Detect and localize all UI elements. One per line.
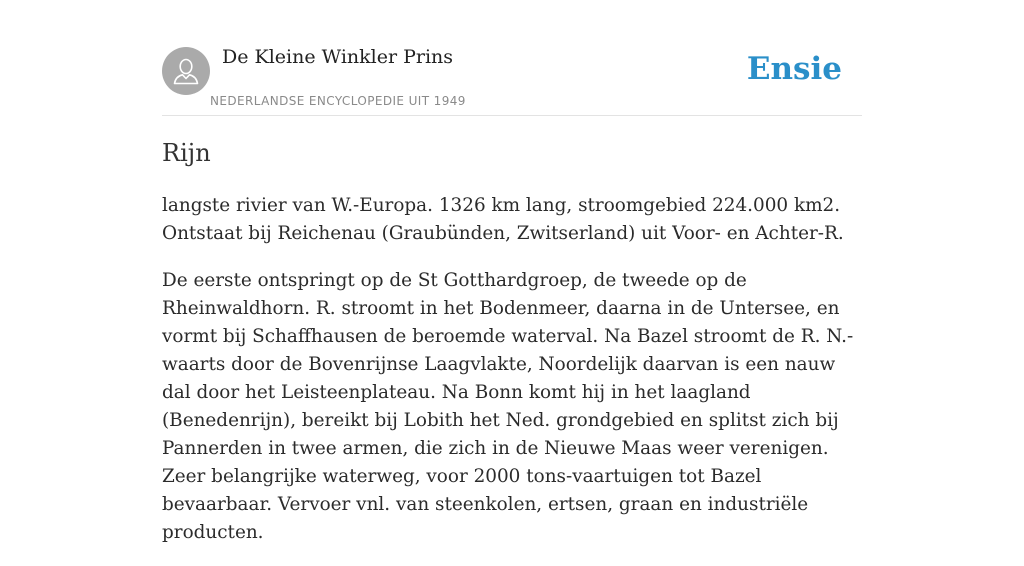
source-subtitle: NEDERLANDSE ENCYCLOPEDIE UIT 1949 (210, 94, 466, 108)
avatar[interactable] (162, 47, 210, 95)
source-title[interactable]: De Kleine Winkler Prins (222, 46, 454, 68)
entry-paragraph: langste rivier van W.-Europa. 1326 km lang, stroomgebied 224.000 km2. Ontstaat bij Reichenau (Graubünden, Zwitserland) uit Voor- en Achter-R. (162, 195, 844, 244)
ensie-logo[interactable]: Ensie (746, 51, 842, 87)
page (162, 0, 862, 543)
entry-title: Rijn (162, 139, 211, 167)
source-header (162, 0, 862, 116)
entry-body (162, 192, 862, 566)
entry-paragraph: De eerste ontspringt op de St Gotthardgroep, de tweede op de Rheinwaldhorn. R. stroomt in het Bodenmeer, daarna in de Untersee, en vormt bij Schaffhausen de beroemde waterval. Na Bazel stroomt de R. N.-waarts door de Bovenrijnse Laagvlakte, Noordelijk daarvan is een nauw dal door het Leisteenplateau. Na Bonn komt hij in het laagland (Benedenrijn), bereikt bij Lobith het Ned. grondgebied en splitst zich bij Pannerden in twee armen, die zich in de Nieuwe Maas weer verenigen. Zeer belangrijke waterweg, voor 2000 tons-vaartuigen tot Bazel bevaarbaar. Vervoer vnl. van steenkolen, ertsen, graan en industriële producten. (162, 270, 854, 543)
user-silhouette-icon (162, 47, 210, 95)
